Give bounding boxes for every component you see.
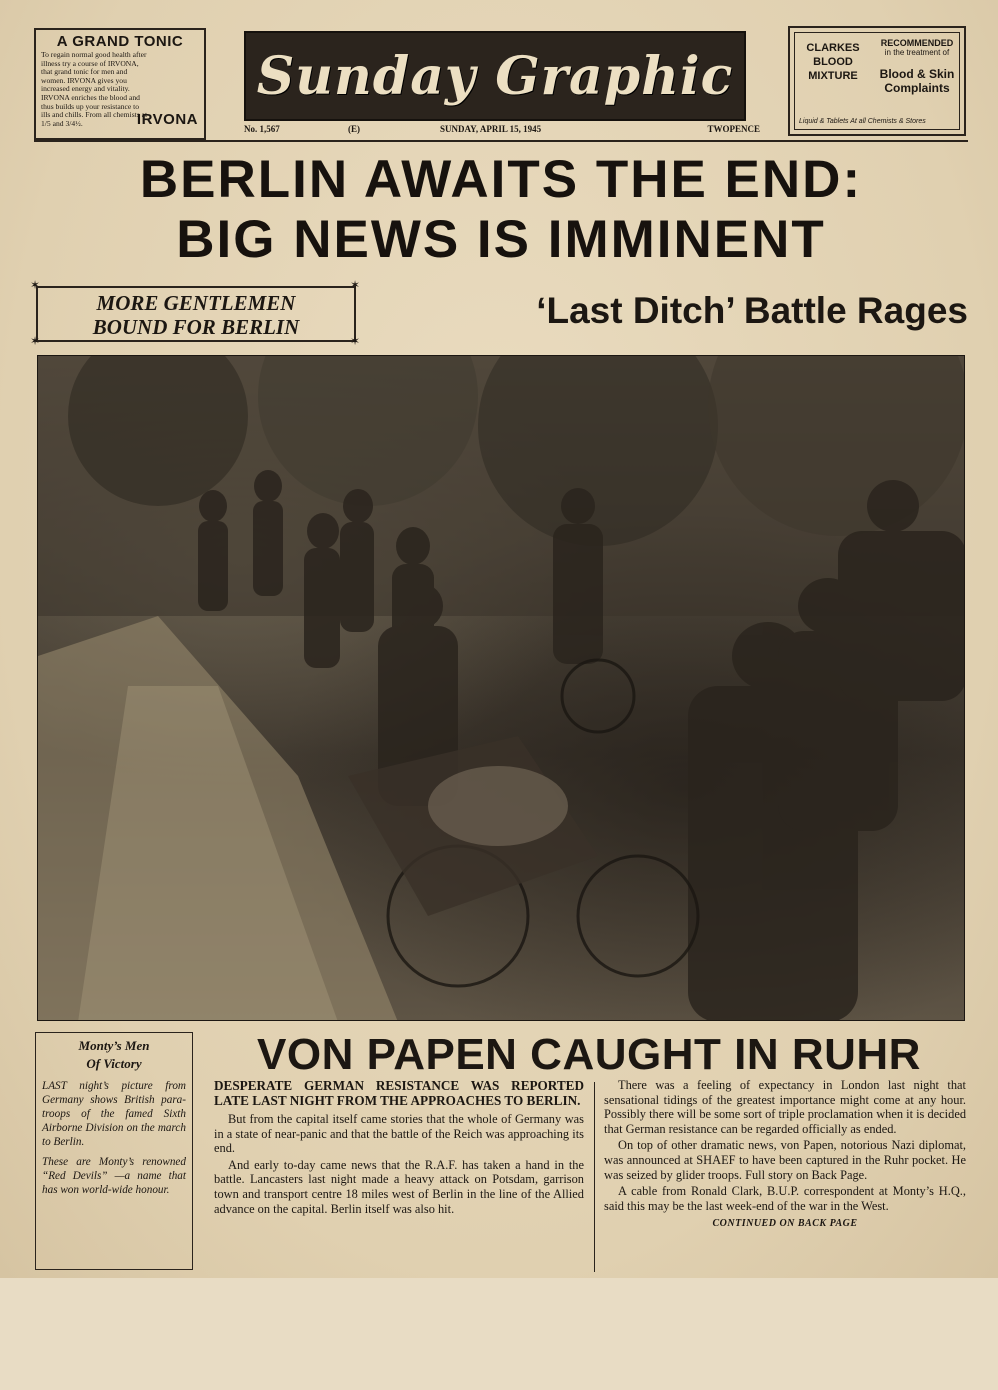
clarkes-advert <box>788 26 966 136</box>
story-headline: VON PAPEN CAUGHT IN RUHR <box>257 1030 921 1079</box>
story-paragraph-3: There was a feeling of expectancy in London last night that sensational tidings of the greatest importance might come at any hour. Possibly there will be some sort of triple proclamation when it is decided that German resistance can be regarded officially as ended. <box>604 1078 967 1136</box>
subheadline: ‘Last Ditch’ Battle Rages <box>536 290 968 331</box>
advert-body: To regain normal good health after illness try a course of IRVONA, that grand tonic for men and women. IRVONA gives you increased energy and vitality. IRVONA enriches the blood and thus builds up your resistance to ills and chills. From all chemists at 1/5 and 3/4½. <box>41 50 148 128</box>
advert-condition: Blood & Skin Complaints <box>879 67 955 95</box>
irvona-advert <box>34 28 206 140</box>
issue-number: No. 1,567 <box>244 124 280 134</box>
recommended-label: RECOMMENDED <box>880 38 954 48</box>
sidebar-title-2: Of Victory <box>86 1056 142 1071</box>
edition: (E) <box>348 124 360 134</box>
issue-date: SUNDAY, APRIL 15, 1945 <box>440 124 542 134</box>
sidebar-paragraph-2: These are Monty’s renowned “Red Devils” —a name that has won world-wide honour. <box>42 1156 186 1196</box>
masthead-rule <box>34 140 968 142</box>
sidebar-paragraph-1: LAST night’s picture from Germany shows British para-troops of the famed Sixth Airborne Division on the march to Berlin. <box>42 1080 186 1148</box>
front-page-photograph <box>37 355 965 1021</box>
newspaper-name: Sunday Graphic <box>256 45 734 107</box>
boxed-line-2: BOUND FOR BERLIN <box>92 315 300 339</box>
story-paragraph-5: A cable from Ronald Clark, B.U.P. correspondent at Monty’s H.Q., said this may be the last week-end of the war in the West. <box>604 1184 966 1213</box>
advert-title: A GRAND TONIC <box>56 33 184 50</box>
advert-product: CLARKES BLOOD MIXTURE <box>806 42 860 82</box>
headline-line-2: BIG NEWS IS IMMINENT <box>176 210 826 269</box>
story-paragraph-1: But from the capital itself came stories that the whole of Germany was in a state of near-panic and that the battle of the Reich was approaching its end. <box>214 1112 584 1156</box>
photo-illustration <box>38 356 965 1021</box>
advert-recommended <box>873 39 961 57</box>
story-column-2 <box>604 1078 966 1234</box>
advert-frame <box>794 32 960 130</box>
star-ornament: ✶ <box>350 334 361 348</box>
sidebar-title-1: Monty’s Men <box>78 1038 150 1053</box>
headline-line-1: BERLIN AWAITS THE END: <box>139 150 863 209</box>
column-divider <box>594 1082 595 1272</box>
star-ornament: ✶ <box>350 278 361 292</box>
star-ornament: ✶ <box>30 334 41 348</box>
story-paragraph-4: On top of other dramatic news, von Papen, notorious Nazi diplomat, was announced at SHAEF to have been captured in the Ruhr pocket. He was seized by glider troops. Full story on Back Page. <box>604 1138 966 1182</box>
caption-sidebar <box>35 1032 193 1270</box>
story-paragraph-2: And early to-day came news that the R.A.F. has taken a hand in the battle. Lancasters last night made a heavy attack on Potsdam, garrison town and transport centre 18 miles west of Berlin in the line of the Allied advance on the capital. Berlin itself was also hit. <box>214 1157 584 1216</box>
boxed-line-1: MORE GENTLEMEN <box>96 291 296 315</box>
boxed-headline <box>36 286 356 342</box>
story-lead: DESPERATE GERMAN RESISTANCE WAS REPORTED LATE LAST NIGHT FROM THE APPROACHES TO BERLIN. <box>214 1078 584 1108</box>
treatment-label: in the treatment of <box>884 48 950 57</box>
advert-footer: Liquid & Tablets At all Chemists & Stores <box>799 118 926 125</box>
continued-note: CONTINUED ON BACK PAGE <box>712 1218 858 1230</box>
price: TWOPENCE <box>707 124 760 134</box>
masthead <box>244 31 746 121</box>
story-column-1 <box>214 1078 584 1218</box>
advert-brand: IRVONA <box>136 111 198 128</box>
dateline <box>244 124 760 138</box>
star-ornament: ✶ <box>30 278 41 292</box>
